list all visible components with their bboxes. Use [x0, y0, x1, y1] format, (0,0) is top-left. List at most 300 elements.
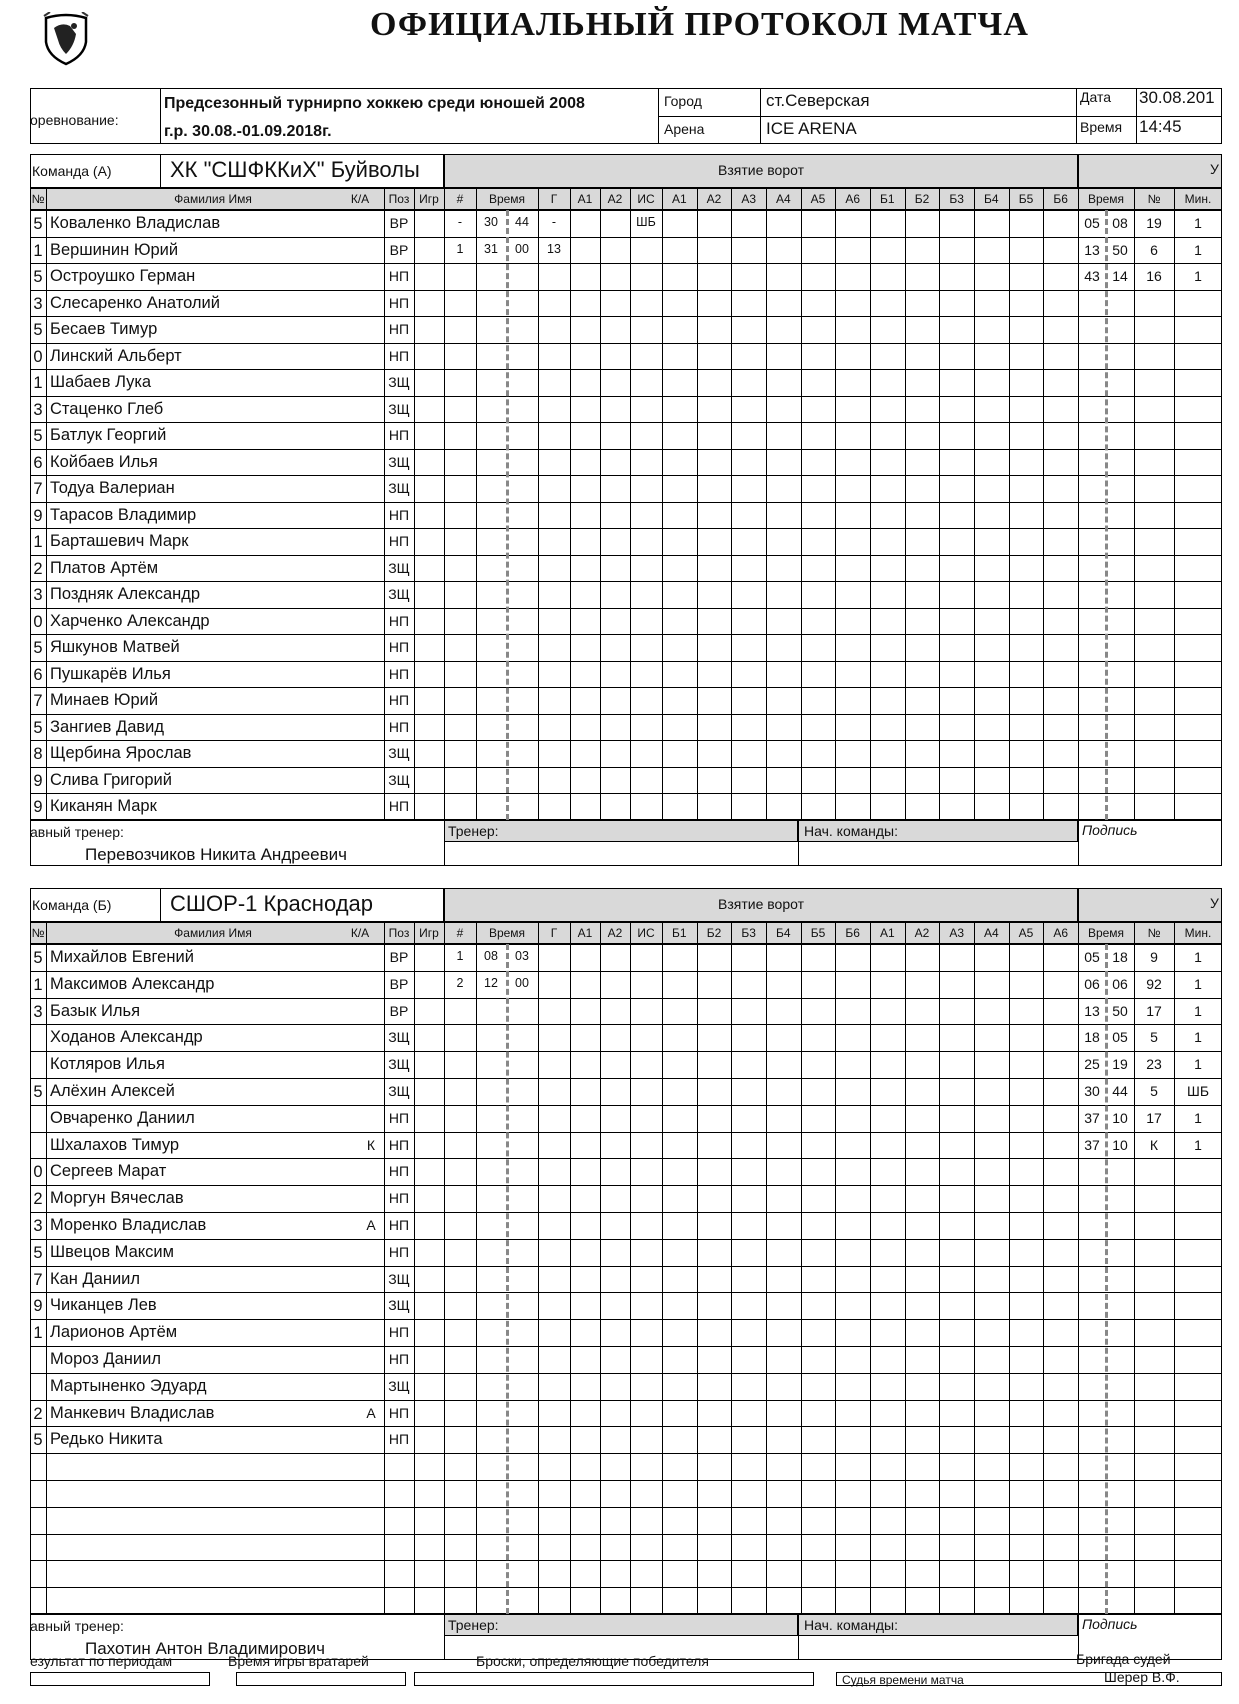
player-number: 2: [33, 1404, 43, 1423]
player-name: Стаценко Глеб: [50, 399, 164, 418]
player-name: Вершинин Юрий: [50, 240, 179, 259]
penalty-player: 6: [1150, 241, 1158, 258]
player-position: ЗЩ: [388, 1083, 410, 1099]
penalty-time-sec: 50: [1112, 1002, 1128, 1019]
column-header-a_cols-team_b-11: А6: [1053, 926, 1068, 940]
coach-label-team_b: Тренер:: [448, 1617, 499, 1633]
column-header-a_cols-team_b-9: А4: [983, 926, 999, 940]
penalty-time-min: 30: [1084, 1083, 1100, 1099]
team-name-team_a: ХК "СШФККиХ" Буйволы: [170, 157, 420, 182]
player-number: 5: [33, 321, 43, 339]
player-number: 2: [33, 559, 43, 578]
player-position: НП: [388, 1431, 410, 1448]
player-number: 6: [33, 453, 43, 472]
penalty-time-min: 05: [1084, 949, 1100, 965]
player-number: 2: [33, 1190, 43, 1209]
grid-line: [731, 210, 732, 820]
column-header-team_a-0: №: [31, 192, 45, 206]
player-number: 1: [33, 374, 43, 392]
penalty-time-sec: 44: [1112, 1083, 1128, 1099]
player-position: НП: [388, 1243, 410, 1260]
competition-line1: Предсезонный турнирпо хоккею среди юношей 2008: [164, 95, 585, 112]
grid-line: [658, 116, 1222, 117]
player-position: ЗЩ: [388, 374, 410, 390]
player-name: Киканян Марк: [50, 797, 157, 815]
grid-line: [801, 944, 802, 1614]
penalty-minutes: 1: [1194, 1002, 1202, 1019]
timekeeper-name: Шерер В.Ф.: [1104, 1669, 1180, 1685]
player-position: ЗЩ: [388, 1377, 410, 1394]
column-header-team_b-8: А2: [607, 926, 623, 940]
grid-line: [444, 944, 445, 1614]
penalty-player: 23: [1146, 1056, 1162, 1073]
player-name: Остроушко Герман: [50, 267, 196, 285]
penalty-time-sec: 14: [1112, 268, 1128, 284]
player-position: НП: [388, 798, 410, 814]
penalty-time-sec: 05: [1112, 1029, 1128, 1046]
penalty-minutes: 1: [1194, 241, 1202, 258]
player-number: 5: [33, 1243, 43, 1262]
grid-line: [974, 944, 975, 1614]
player-name: Мороз Даниил: [50, 1350, 161, 1368]
player-position: НП: [388, 1351, 410, 1367]
grid-line: [46, 944, 47, 1614]
goal-number: 1: [456, 949, 464, 963]
player-name: Щербина Ярослав: [50, 744, 192, 762]
penalty-minutes: 1: [1194, 975, 1202, 992]
penalty-minutes: ШБ: [1186, 1083, 1210, 1099]
time-label: Время: [1080, 119, 1123, 135]
periods-label: езультат по периодам: [30, 1653, 173, 1669]
column-header-pen-min-team_a: Мин.: [1184, 192, 1212, 206]
grid-line: [1174, 188, 1175, 210]
grid-line: [905, 210, 906, 820]
goals-title-team_a: Взятие ворот: [718, 162, 804, 178]
column-header-a_cols-team_b-6: А1: [879, 926, 895, 940]
player-name: Тодуа Валериан: [50, 479, 175, 497]
player-position: НП: [388, 1324, 410, 1341]
player-name: Шабаев Лука: [50, 373, 152, 391]
time-value: 14:45: [1139, 117, 1182, 136]
signature-label-team_a: Подпись: [1082, 821, 1138, 838]
grid-line: [538, 944, 539, 1614]
grid-line: [476, 944, 477, 1614]
player-name: Минаев Юрий: [50, 691, 159, 709]
player-position: ВР: [389, 975, 409, 992]
column-header-pen-time-team_b: Время: [1087, 926, 1125, 940]
player-name: Бесаев Тимур: [50, 320, 158, 338]
column-header-team_a-5: Время: [488, 192, 526, 206]
player-number: 7: [33, 1270, 43, 1289]
time-separator-dashed: [506, 210, 509, 820]
player-position: НП: [388, 1163, 410, 1180]
player-position: НП: [388, 1190, 410, 1207]
player-name: Алёхин Алексей: [50, 1082, 175, 1100]
grid-line: [974, 210, 975, 820]
player-name: Барташевич Марк: [50, 532, 189, 550]
player-number: 9: [33, 506, 43, 525]
head-coach-label-team_a: авный тренер:: [30, 823, 124, 840]
penalty-time-sec: 10: [1112, 1136, 1128, 1153]
player-name: Зангиев Давид: [50, 717, 164, 736]
penalty-time-sec: 06: [1112, 975, 1128, 992]
grid-line: [1174, 210, 1175, 820]
goals-title-team_b: Взятие ворот: [718, 896, 804, 912]
player-number: 8: [33, 745, 43, 763]
head-coach-name-team_b: Пахотин Антон Владимирович: [85, 1639, 325, 1658]
grid-line: [1134, 210, 1135, 820]
time-separator-dashed: [506, 944, 509, 1614]
player-number: 3: [33, 400, 43, 419]
grid-line: [1078, 820, 1079, 866]
penalty-player: 9: [1150, 949, 1158, 965]
grid-line: [939, 944, 940, 1614]
player-name: Ларионов Артём: [50, 1323, 178, 1342]
grid-line: [1174, 922, 1175, 944]
column-header-a_cols-team_b-10: А5: [1018, 926, 1034, 940]
column-header-team_b-6: Г: [550, 926, 558, 940]
grid-line: [1134, 188, 1135, 210]
player-position: НП: [388, 268, 410, 284]
team-name-team_b: СШОР-1 Краснодар: [170, 891, 374, 916]
goal-scorer: -: [551, 215, 557, 229]
column-header-pen-num-team_b: №: [1147, 926, 1161, 940]
column-header-a_cols-team_a-2: А3: [741, 192, 756, 206]
grid-line: [766, 944, 767, 1614]
player-position: ЗЩ: [388, 745, 410, 761]
column-header-team_a-9: ИС: [637, 192, 655, 206]
pen-time-separator-dashed: [1105, 944, 1108, 1614]
grid-line: [46, 210, 47, 820]
penalty-player: 5: [1150, 1083, 1158, 1099]
player-name: Чиканцев Лев: [50, 1296, 157, 1315]
player-position: НП: [388, 1217, 410, 1233]
goal-time-min: 31: [484, 241, 498, 256]
penalty-minutes: 1: [1194, 1056, 1202, 1073]
column-header-b_cols-team_b-2: Б3: [741, 926, 756, 940]
column-header-team_b-3: Игр: [419, 926, 439, 940]
column-header-a_cols-team_a-1: А2: [706, 192, 722, 206]
player-number: 5: [33, 1083, 43, 1101]
player-position: ЗЩ: [388, 1297, 410, 1314]
penalty-time-min: 37: [1084, 1109, 1100, 1126]
penalty-player: 17: [1146, 1002, 1162, 1019]
grid-line: [600, 210, 601, 820]
player-name: Овчаренко Даниил: [50, 1108, 195, 1127]
player-number: 5: [33, 268, 43, 286]
player-name: Яшкунов Матвей: [50, 638, 180, 656]
team-label-team_b: Команда (Б): [32, 897, 112, 913]
date-value: 30.08.201: [1139, 88, 1215, 107]
player-number: 7: [33, 480, 43, 498]
column-header-ka-team_a: К/А: [350, 192, 370, 206]
penalty-player: 19: [1146, 215, 1162, 231]
player-number: 5: [33, 639, 43, 657]
periods-table: [30, 1672, 210, 1686]
player-name: Моренко Владислав: [50, 1216, 207, 1234]
chief-label-team_b: Нач. команды:: [804, 1617, 898, 1633]
player-position: НП: [388, 321, 410, 337]
goal-number: -: [457, 215, 463, 229]
signature-label-team_b: Подпись: [1082, 1616, 1138, 1632]
penalty-time-min: 13: [1084, 1002, 1100, 1019]
player-position: НП: [388, 347, 410, 364]
column-header-team_b-7: А1: [577, 926, 593, 940]
player-position: НП: [388, 718, 410, 735]
player-number: 0: [33, 347, 43, 366]
player-position: ЗЩ: [388, 400, 410, 417]
grid-line: [160, 888, 161, 922]
penalty-player: 17: [1146, 1109, 1162, 1126]
goal-number: 1: [456, 241, 464, 256]
city-label: Город: [664, 93, 702, 109]
chief-label-team_a: Нач. команды:: [804, 822, 898, 839]
player-number: 5: [33, 949, 43, 967]
penalty-time-min: 05: [1084, 215, 1100, 231]
player-name: Слесаренко Анатолий: [50, 293, 220, 312]
player-name: Тарасов Владимир: [50, 505, 197, 524]
grid-line: [630, 944, 631, 1614]
player-number: 5: [33, 427, 43, 445]
column-header-b_cols-team_b-5: Б6: [845, 926, 860, 940]
column-header-pen-min-team_b: Мин.: [1184, 926, 1212, 940]
player-name: Пушкарёв Илья: [50, 664, 171, 683]
penalty-time-sec: 18: [1112, 949, 1128, 965]
player-position: НП: [388, 506, 410, 523]
player-number: 5: [33, 215, 43, 233]
player-position: ЗЩ: [388, 1270, 410, 1287]
grid-line: [766, 210, 767, 820]
player-number: 1: [33, 975, 43, 994]
column-header-b_cols-team_a-9: Б4: [984, 192, 999, 206]
team-label-team_a: Команда (А): [32, 163, 112, 179]
grid-line: [835, 944, 836, 1614]
player-name: Слива Григорий: [50, 770, 172, 789]
grid-line: [662, 944, 663, 1614]
grid-line: [870, 210, 871, 820]
grid-line: [414, 210, 415, 820]
player-position: ВР: [389, 241, 409, 258]
column-header-ka-team_b: К/А: [350, 926, 370, 940]
goal-situation: ШБ: [636, 215, 656, 229]
goal-time-min: 12: [484, 975, 498, 990]
player-number: 1: [33, 533, 43, 551]
player-name: Мартыненко Эдуард: [50, 1376, 207, 1395]
timekeeper-label: Судья времени матча: [842, 1673, 964, 1687]
column-header-a_cols-team_b-8: А3: [949, 926, 964, 940]
column-header-team_b-4: #: [456, 926, 464, 940]
penalty-minutes: 1: [1194, 268, 1202, 284]
player-name: Котляров Илья: [50, 1055, 165, 1074]
player-position: ВР: [389, 1002, 409, 1019]
player-position: НП: [388, 533, 410, 549]
head-coach-label-team_b: авный тренер:: [30, 1618, 124, 1634]
player-name: Поздняк Александр: [50, 585, 201, 603]
penalty-player: 92: [1146, 975, 1162, 992]
grid-line: [160, 154, 161, 188]
player-position: ЗЩ: [388, 1056, 410, 1073]
grid-line: [1009, 210, 1010, 820]
arena-value: ICE ARENA: [766, 119, 857, 138]
player-position: НП: [388, 1404, 410, 1421]
grid-line: [476, 210, 477, 820]
shots-table: [414, 1672, 814, 1686]
goal-time-sec: 44: [515, 215, 529, 229]
head-coach-name-team_a: Перевозчиков Никита Андреевич: [85, 844, 347, 864]
column-header-team_a-8: А2: [607, 192, 623, 206]
player-name: Линский Альберт: [50, 346, 182, 365]
player-name: Батлук Георгий: [50, 426, 167, 444]
player-position: ЗЩ: [388, 771, 410, 788]
player-name: Ходанов Александр: [50, 1028, 203, 1047]
page-title: ОФИЦИАЛЬНЫЙ ПРОТОКОЛ МАТЧА: [370, 6, 1029, 43]
penalty-minutes: 1: [1194, 949, 1202, 965]
grid-line: [570, 944, 571, 1614]
goal-time-sec: 00: [515, 975, 529, 990]
player-name: Манкевич Владислав: [50, 1403, 215, 1422]
grid-line: [1043, 210, 1044, 820]
player-position: ЗЩ: [388, 586, 410, 602]
grid-line: [630, 210, 631, 820]
grid-line: [801, 210, 802, 820]
player-number: 7: [33, 692, 43, 710]
player-number: 3: [33, 1217, 43, 1235]
penalty-player: К: [1149, 1136, 1159, 1153]
column-header-b_cols-team_b-1: Б2: [706, 926, 722, 940]
referees-label: Бригада судей: [1076, 1651, 1171, 1667]
grid-line: [160, 88, 161, 144]
penalty-time-min: 37: [1084, 1136, 1100, 1153]
player-name: Платов Артём: [50, 558, 159, 577]
column-header-a_cols-team_b-7: А2: [914, 926, 930, 940]
city-value: ст.Северская: [766, 91, 870, 110]
player-name: Харченко Александр: [50, 611, 210, 630]
grid-line: [1174, 944, 1175, 1614]
player-position: НП: [388, 612, 410, 629]
column-header-team_a-1: Фамилия Имя: [174, 192, 252, 206]
grid-line: [1134, 944, 1135, 1614]
grid-line: [600, 944, 601, 1614]
player-number: 3: [33, 1002, 43, 1021]
arena-label: Арена: [664, 121, 705, 137]
penalty-player: 5: [1150, 1029, 1158, 1046]
player-name: Шхалахов Тимур: [50, 1135, 180, 1154]
player-position: ВР: [389, 949, 409, 965]
player-number: 0: [33, 612, 43, 631]
grid-line: [662, 210, 663, 820]
column-header-team_a-2: Поз: [388, 192, 410, 206]
column-header-a_cols-team_a-5: А6: [845, 192, 860, 206]
competition-line2: г.р. 30.08.-01.09.2018г.: [164, 123, 332, 140]
player-number: 1: [33, 1324, 43, 1343]
grid-line: [1043, 944, 1044, 1614]
penalty-minutes: 1: [1194, 1109, 1202, 1126]
penalty-player: 16: [1146, 268, 1162, 284]
grid-line: [1078, 210, 1079, 820]
player-name: Швецов Максим: [50, 1242, 174, 1261]
player-number: 0: [33, 1163, 43, 1182]
grid-line: [570, 210, 571, 820]
player-name: Коваленко Владислав: [50, 214, 221, 232]
grid-line: [905, 944, 906, 1614]
player-number: 3: [33, 294, 43, 313]
column-header-team_a-6: Г: [550, 192, 558, 206]
player-number: 9: [33, 798, 43, 816]
player-name: Базык Илья: [50, 1001, 141, 1020]
penalty-time-sec: 08: [1112, 215, 1128, 231]
penalties-header-team_b: [1078, 888, 1222, 922]
grid-line: [697, 210, 698, 820]
player-name: Сергеев Марат: [50, 1162, 167, 1181]
penalty-time-min: 13: [1084, 241, 1100, 258]
player-ka: А: [366, 1217, 376, 1233]
goal-number: 2: [456, 975, 464, 990]
grid-line: [835, 210, 836, 820]
column-header-pen-time-team_a: Время: [1087, 192, 1125, 206]
column-header-team_b-5: Время: [488, 926, 526, 940]
penalty-time-sec: 19: [1112, 1056, 1128, 1073]
column-header-b_cols-team_a-6: Б1: [880, 192, 895, 206]
penalties-title-cut-team_a: У: [1210, 161, 1219, 177]
goal-scorer: 13: [547, 241, 561, 256]
player-position: НП: [388, 639, 410, 655]
column-header-team_b-9: ИС: [637, 926, 655, 940]
column-header-team_b-2: Поз: [388, 926, 410, 940]
penalty-minutes: 1: [1194, 1136, 1202, 1153]
column-header-b_cols-team_b-0: Б1: [672, 926, 687, 940]
column-header-team_b-0: №: [31, 926, 45, 940]
goal-time-min: 08: [484, 949, 498, 963]
penalty-minutes: 1: [1194, 215, 1202, 231]
player-position: НП: [388, 1136, 410, 1153]
player-position: НП: [388, 427, 410, 443]
grid-line: [697, 944, 698, 1614]
column-header-team_a-7: А1: [577, 192, 593, 206]
column-header-pen-num-team_a: №: [1147, 192, 1161, 206]
player-name: Михайлов Евгений: [50, 948, 194, 966]
player-number: 3: [33, 586, 43, 604]
grid-line: [414, 944, 415, 1614]
column-header-b_cols-team_a-8: Б3: [949, 192, 964, 206]
player-number: 5: [33, 718, 43, 737]
player-name: Моргун Вячеслав: [50, 1189, 184, 1208]
player-position: ВР: [389, 215, 409, 231]
player-position: НП: [388, 1109, 410, 1126]
gk-time-table: [236, 1672, 406, 1686]
column-header-b_cols-team_a-10: Б5: [1018, 192, 1034, 206]
player-name: Кан Даниил: [50, 1269, 141, 1288]
player-ka: А: [366, 1404, 376, 1421]
player-name: Койбаев Илья: [50, 452, 158, 471]
grid-line: [1134, 922, 1135, 944]
goal-time-sec: 00: [515, 241, 529, 256]
player-position: НП: [388, 294, 410, 311]
grid-line: [939, 210, 940, 820]
penalty-time-min: 25: [1084, 1056, 1100, 1073]
grid-line: [870, 944, 871, 1614]
grid-line: [1009, 944, 1010, 1614]
column-header-a_cols-team_a-3: А4: [775, 192, 791, 206]
penalty-minutes: 1: [1194, 1029, 1202, 1046]
player-number: 5: [33, 1431, 43, 1450]
penalty-time-sec: 50: [1112, 241, 1128, 258]
penalties-title-cut-team_b: У: [1210, 895, 1219, 911]
grid-line: [538, 210, 539, 820]
grid-line: [1078, 944, 1079, 1614]
shots-label: Броски, определяющие победителя: [476, 1653, 709, 1669]
column-header-team_b-1: Фамилия Имя: [174, 926, 252, 940]
penalty-time-min: 43: [1084, 268, 1100, 284]
